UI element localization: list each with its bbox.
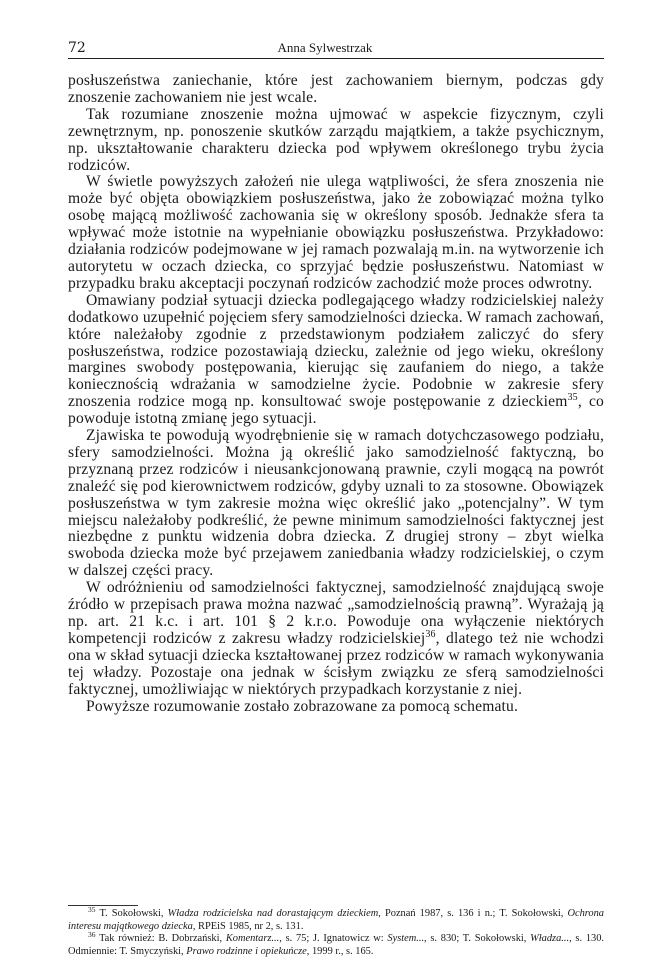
footnote-title: Władza rodzicielska nad dorastającym dzieckiem — [167, 908, 379, 919]
footnote-title: System... — [387, 933, 425, 944]
paragraph: Powyższe rozumowanie zostało zobrazowane za pomocą schematu. — [86, 697, 519, 715]
footnote-text: , Poznań 1987, s. 136 i n.; T. Sokołowski, — [378, 908, 568, 919]
footnote-35 — [68, 905, 605, 933]
body-text — [68, 73, 604, 715]
paragraph — [68, 580, 604, 698]
footnote-text: , 1999 r., s. 165. — [306, 945, 374, 957]
footnote-ref[interactable]: 36 — [425, 628, 436, 640]
paragraph-text: , dlatego też nie wchodzi ona w skład sytuacji dziecka kształtowanej przez rodziców w ramach wykonywania tej władzy. Pozostaje ona jednak w ścisłym związku ze sferą samodzielności faktycznej, umożliwiając w niektórych przypadkach korzystanie z niej. — [68, 629, 604, 698]
footnote-text: T. Sokołowski, — [99, 908, 168, 919]
footnote-title: Prawo rodzinne i opiekuńcze — [186, 945, 307, 957]
footnotes — [68, 905, 605, 958]
paragraph-text: W odróżnieniu od samodzielności faktycznej, samodzielność znajdującą swoje źródło w przepisach prawa można nazwać „samodzielnością prawną”. Wyrażają ją np. art. 21 k.c. i art. 101 § 2 k.r.o. Powoduje ona wyłączenie niektórych kompetencji rodziców z zakresu władzy rodzicielskiej — [68, 579, 604, 647]
footnote-title: Władza... — [530, 933, 570, 944]
paragraph: Tak rozumiane znoszenie można ujmować w aspekcie fizycznym, czyli zewnętrznym, np. ponoszenie skutków zarządu majątkiem, a także psychicznym, np. ukształtowanie charakteru dziecka pod wpływem określonego trybu życia rodziców. — [68, 105, 604, 174]
footnote-36 — [68, 930, 604, 958]
footnote-text: , s. 130. Odmiennie: T. Smyczyński, — [68, 933, 604, 957]
footnote-divider — [68, 905, 138, 906]
paragraph — [68, 293, 604, 428]
footnote-text: Tak również: B. Dobrzański, — [99, 933, 226, 944]
page-number: 72 — [68, 40, 86, 56]
running-head-author: Anna Sylwestrzak — [277, 40, 373, 55]
paragraph: W świetle powyższych założeń nie ulega wątpliwości, że sfera znoszenia nie może być objęta obowiązkiem posłuszeństwa, jako że zobowiązać można tylko osobę mającą możliwość zachowania się w określony sposób. Jednakże sfera ta wpływać może istotnie na wypełnianie obowiązku posłuszeństwa. Przykładowo: działania rodziców podejmowane w jej ramach pozwalają m.in. na wytworzenie ich autorytetu w oczach dziecka, co sprzyjać będzie posłuszeństwu. Natomiast w przypadku braku akceptacji poczynań rodziców zachodzić może proces odwrotny. — [68, 173, 604, 292]
footnote-text: , RPEiS 1985, nr 2, s. 131. — [192, 920, 304, 932]
footnote-text: , s. 75; J. Ignatowicz w: — [279, 933, 388, 944]
footnote-text: , s. 830; T. Sokołowski, — [424, 933, 531, 944]
running-header — [68, 36, 604, 59]
paragraph-text: Omawiany podział sytuacji dziecka podlegającego władzy rodzicielskiej należy dodatkowo uzupełnić pojęciem sfery samodzielności dziecka. W ramach zachowań, które należałoby zgodnie z przedstawionym podziałem zaliczyć do sfery posłuszeństwa, rodzice pozostawiają dziecku, zależnie od jego wieku, określony margines swobody postępowania, kierując się zaufaniem do niego, a także koniecznością wdrażania w samodzielne życie. Podobnie w zakresie sfery znoszenia rodzice mogą np. konsultować swoje postępowanie z dzieckiem — [68, 291, 604, 411]
footnote-number: 35 — [88, 905, 96, 914]
footnote-number: 36 — [88, 930, 96, 939]
footnote-title: Ochrona interesu majątkowego dziecka — [68, 908, 605, 932]
paragraph-text: , co powoduje istotną zmianę jego sytuacji. — [68, 393, 604, 428]
paragraph: Zjawiska te powodują wyodrębnienie się w ramach dotychczasowego podziału, sfery samodzielności. Można ją określić jako samodzielność faktyczną, bo przyznaną przez rodziców i nieusankcjonowaną prawnie, czyli mogącą na powrót znaleźć się pod kierownictwem rodziców, gdyby uznali to za stosowne. Obowiązek posłuszeństwa w tym zakresie można więc określić jako „potencjalny”. W tym miejscu należałoby podkreślić, że pewne minimum samodzielności faktycznej jest niezbędne z punktu widzenia dobra dziecka. Z drugiej strony – zbyt wielka swoboda dziecka może być przejawem zaniedbania władzy rodzicielskiej, o czym w dalszej części pracy. — [68, 427, 604, 580]
footnote-title: Komentarz... — [225, 933, 280, 944]
paragraph: posłuszeństwa zaniechanie, które jest zachowaniem biernym, podczas gdy znoszenie zachowaniem nie jest wcale. — [68, 72, 604, 106]
footnote-ref[interactable]: 35 — [567, 392, 578, 404]
book-page — [68, 36, 604, 715]
